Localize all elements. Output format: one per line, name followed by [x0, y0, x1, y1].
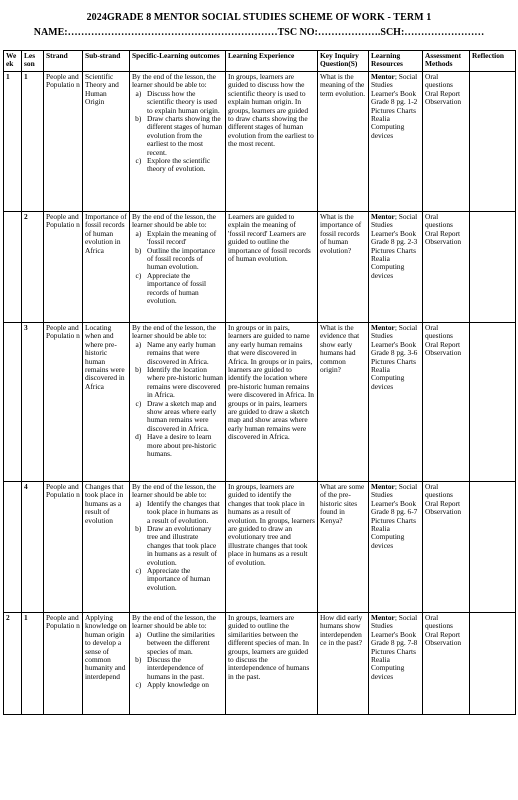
- outcome-item: c. Appreciate the importance of fossil records of human evolution.: [145, 272, 223, 306]
- outcomes-cell: [130, 212, 226, 323]
- table-row: [4, 323, 516, 482]
- scheme-table: [3, 50, 516, 715]
- resources-text: ; Social Studies Learner's Book Grade 8 pg. 2-3 Pictures Charts Realia Computing devices: [371, 212, 418, 280]
- outcome-item: c. Apply knowledge on: [145, 681, 223, 689]
- col-header-resources: Learning Resources: [369, 51, 423, 72]
- experience-cell: Learners are guided to explain the meaning of 'fossil record' Learners are guided to outline the importance of fossil records of human evolution.: [226, 212, 318, 323]
- lesson-cell: 4: [22, 482, 44, 613]
- name-line: NAME:………………………………………………………TSC NO:……………….SCH:……………………: [33, 27, 485, 38]
- table-row: [4, 613, 516, 715]
- reflection-cell: [470, 613, 516, 715]
- document-title: 2024GRADE 8 MENTOR SOCIAL STUDIES SCHEME OF WORK - TERM 1: [86, 12, 432, 23]
- week-cell: [4, 482, 22, 613]
- resources-cell: [369, 72, 423, 212]
- outcome-item: a. Identify the changes that took place in humans as a result of evolution.: [145, 500, 223, 525]
- col-header-assessment: Assessment Methods: [423, 51, 470, 72]
- outcomes-intro: By the end of the lesson, the learner should be able to:: [132, 323, 216, 341]
- strand-cell: People and Populatio n: [44, 613, 83, 715]
- col-header-question: Key Inquiry Question(S): [318, 51, 369, 72]
- week-cell: 1: [4, 72, 22, 212]
- table-row: [4, 482, 516, 613]
- week-cell: 2: [4, 613, 22, 715]
- lesson-cell: 1: [22, 72, 44, 212]
- outcomes-intro: By the end of the lesson, the learner should be able to:: [132, 613, 216, 631]
- outcomes-cell: [130, 613, 226, 715]
- outcomes-list: [132, 341, 223, 459]
- outcome-item: b. Draw an evolutionary tree and illustrate changes that took place in humans as a result of evolution.: [145, 525, 223, 567]
- outcome-item: b. Draw charts showing the different stages of human evolution from the earliest to the most recent.: [145, 115, 223, 157]
- outcome-item: a. Discuss how the scientific theory is used to explain human origin.: [145, 90, 223, 115]
- resources-label: Mentor: [371, 212, 395, 221]
- assessment-cell: Oral questions Oral Report Observation: [423, 613, 470, 715]
- substrand-cell: Changes that took place in humans as a result of evolution: [83, 482, 130, 613]
- resources-label: Mentor: [371, 482, 395, 491]
- lesson-cell: 2: [22, 212, 44, 323]
- substrand-cell: Locating when and where pre-historic human remains were discovered in Africa: [83, 323, 130, 482]
- outcomes-cell: [130, 323, 226, 482]
- experience-cell: In groups, learners are guided to identify the changes that took place in humans as a result of evolution. In groups, learners are guided to draw an evolutionary tree and illustrate changes that took place in humans as a result of evolution.: [226, 482, 318, 613]
- lesson-cell: 1: [22, 613, 44, 715]
- week-cell: [4, 212, 22, 323]
- lesson-cell: 3: [22, 323, 44, 482]
- col-header-outcomes: Specific-Learning outcomes: [130, 51, 226, 72]
- resources-cell: [369, 323, 423, 482]
- outcomes-cell: [130, 72, 226, 212]
- resources-label: Mentor: [371, 613, 395, 622]
- outcomes-intro: By the end of the lesson, the learner should be able to:: [132, 72, 216, 90]
- reflection-cell: [470, 72, 516, 212]
- resources-cell: [369, 482, 423, 613]
- resources-label: Mentor: [371, 323, 395, 332]
- assessment-cell: Oral questions Oral Report Observation: [423, 323, 470, 482]
- reflection-cell: [470, 482, 516, 613]
- outcome-item: c. Explore the scientific theory of evolution.: [145, 157, 223, 174]
- question-cell: What is the importance of fossil records of human evolution?: [318, 212, 369, 323]
- question-cell: What is the meaning of the term evolution.: [318, 72, 369, 212]
- outcome-item: a. Outline the similarities between the different species of man.: [145, 631, 223, 656]
- experience-cell: In groups or in pairs, learners are guided to name any early human remains that were discovered in Africa. In groups or in pairs, learners are guided to identify the location where pre-historic human remains were discovered in Africa. In groups or in pairs, learners are guided to draw a sketch map and show areas where early human remains were discovered in Africa.: [226, 323, 318, 482]
- question-cell: What is the evidence that show early humans had common origin?: [318, 323, 369, 482]
- col-header-substrand: Sub-strand: [83, 51, 130, 72]
- reflection-cell: [470, 323, 516, 482]
- outcomes-intro: By the end of the lesson, the learner should be able to:: [132, 212, 216, 230]
- experience-cell: In groups, learners are guided to outline the similarities between the different species of man. In groups, learners are guided to discuss the interdependence of humans in the past.: [226, 613, 318, 715]
- substrand-cell: Scientific Theory and Human Origin: [83, 72, 130, 212]
- outcomes-list: [132, 631, 223, 690]
- col-header-strand: Strand: [44, 51, 83, 72]
- question-cell: What are some of the pre-historic sites found in Kenya?: [318, 482, 369, 613]
- assessment-cell: Oral questions Oral Report Observation: [423, 212, 470, 323]
- week-cell: [4, 323, 22, 482]
- col-header-lesson: Les son: [22, 51, 44, 72]
- table-row: [4, 72, 516, 212]
- strand-cell: People and Populatio n: [44, 212, 83, 323]
- assessment-cell: Oral questions Oral Report Observation: [423, 482, 470, 613]
- resources-label: Mentor: [371, 72, 395, 81]
- resources-text: ; Social Studies Learner's Book Grade 8 pg. 3-6 Pictures Charts Realia Computing devices: [371, 323, 418, 391]
- outcome-item: b. Identify the location where pre-historic human remains were discovered in Africa.: [145, 366, 223, 400]
- resources-text: ; Social Studies Learner's Book Grade 8 pg. 6-7 Pictures Charts Realia Computing devices: [371, 482, 418, 550]
- outcomes-intro: By the end of the lesson, the learner should be able to:: [132, 482, 216, 500]
- outcomes-list: [132, 230, 223, 306]
- outcomes-list: [132, 500, 223, 592]
- outcome-item: a. Name any early human remains that were discovered in Africa.: [145, 341, 223, 366]
- outcomes-list: [132, 90, 223, 174]
- experience-cell: In groups, learners are guided to discuss how the scientific theory is used to explain human origin. In groups, learners are guided to draw charts showing the different stages of human evolution from the earliest to the most recent.: [226, 72, 318, 212]
- strand-cell: People and Populatio n: [44, 323, 83, 482]
- outcome-item: c. Appreciate the importance of human evolution.: [145, 567, 223, 592]
- col-header-reflection: Reflection: [470, 51, 516, 72]
- table-row: [4, 212, 516, 323]
- strand-cell: People and Populatio n: [44, 482, 83, 613]
- col-header-experience: Learning Experience: [226, 51, 318, 72]
- resources-text: ; Social Studies Learner's Book Grade 8 pg. 7-8 Pictures Charts Realia Computing devices: [371, 613, 418, 681]
- assessment-cell: Oral questions Oral Report Observation: [423, 72, 470, 212]
- outcome-item: d. Have a desire to learn more about pre-historic humans.: [145, 433, 223, 458]
- col-header-week: We ek: [4, 51, 22, 72]
- substrand-cell: Importance of fossil records of human evolution in Africa: [83, 212, 130, 323]
- resources-cell: [369, 212, 423, 323]
- outcome-item: c. Draw a sketch map and show areas where early human remains were discovered in Africa.: [145, 400, 223, 434]
- resources-cell: [369, 613, 423, 715]
- outcomes-cell: [130, 482, 226, 613]
- outcome-item: b. Outline the importance of fossil records of human evolution.: [145, 247, 223, 272]
- reflection-cell: [470, 212, 516, 323]
- substrand-cell: Applying knowledge on human origin to develop a sense of common humanity and interdepend: [83, 613, 130, 715]
- strand-cell: People and Populatio n: [44, 72, 83, 212]
- question-cell: How did early humans show interdependen ce in the past?: [318, 613, 369, 715]
- resources-text: ; Social Studies Learner's Book Grade 8 pg. 1-2 Pictures Charts Realia Computing devices: [371, 72, 418, 140]
- outcome-item: a. Explain the meaning of 'fossil record': [145, 230, 223, 247]
- header-row: [4, 51, 516, 72]
- outcome-item: b. Discuss the interdependence of humans in the past.: [145, 656, 223, 681]
